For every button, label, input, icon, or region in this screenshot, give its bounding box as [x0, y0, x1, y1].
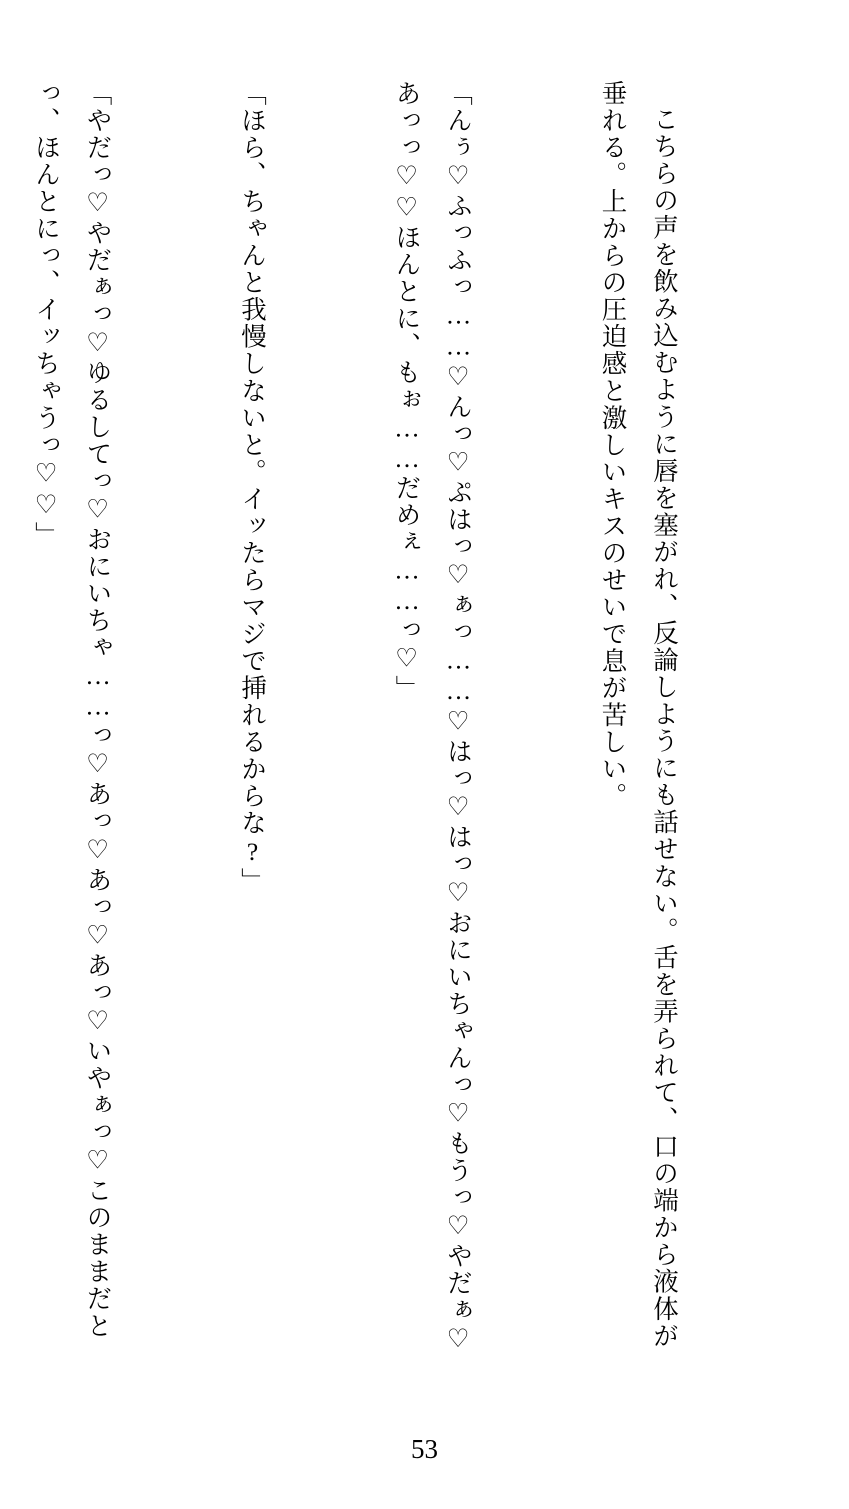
paragraph: こちらの声を飲み込むように唇を塞がれ、反論しようにも話せない。舌を弄られて、口の端から液体が垂れる。上からの圧迫感と激しいキスのせいで息が苦しい。 — [598, 80, 679, 1349]
page-number: 53 — [411, 1434, 438, 1464]
vertical-text-body — [32, 80, 793, 1370]
paragraph: 「ほら、ちゃんと我慢しないと。イッたらマジで挿れるからな?」 — [238, 80, 267, 895]
paragraph: 「んぅ♡ふっふっ……♡んっ♡ぷはっ♡ぁっ……♡はっ♡はっ♡おにいちゃんっ♡もうっ♡やだぁ♡あっっ♡♡ほんとに、もぉ……だめぇ……っ♡」 — [392, 80, 473, 1356]
paragraph: 「やだっ♡やだぁっ♡ゆるしてっ♡おにいちゃ……っ♡あっ♡あっ♡あっ♡いやぁっ♡このままだとっ、ほんとにっ、イッちゃうっ♡♡」 — [32, 80, 113, 1340]
